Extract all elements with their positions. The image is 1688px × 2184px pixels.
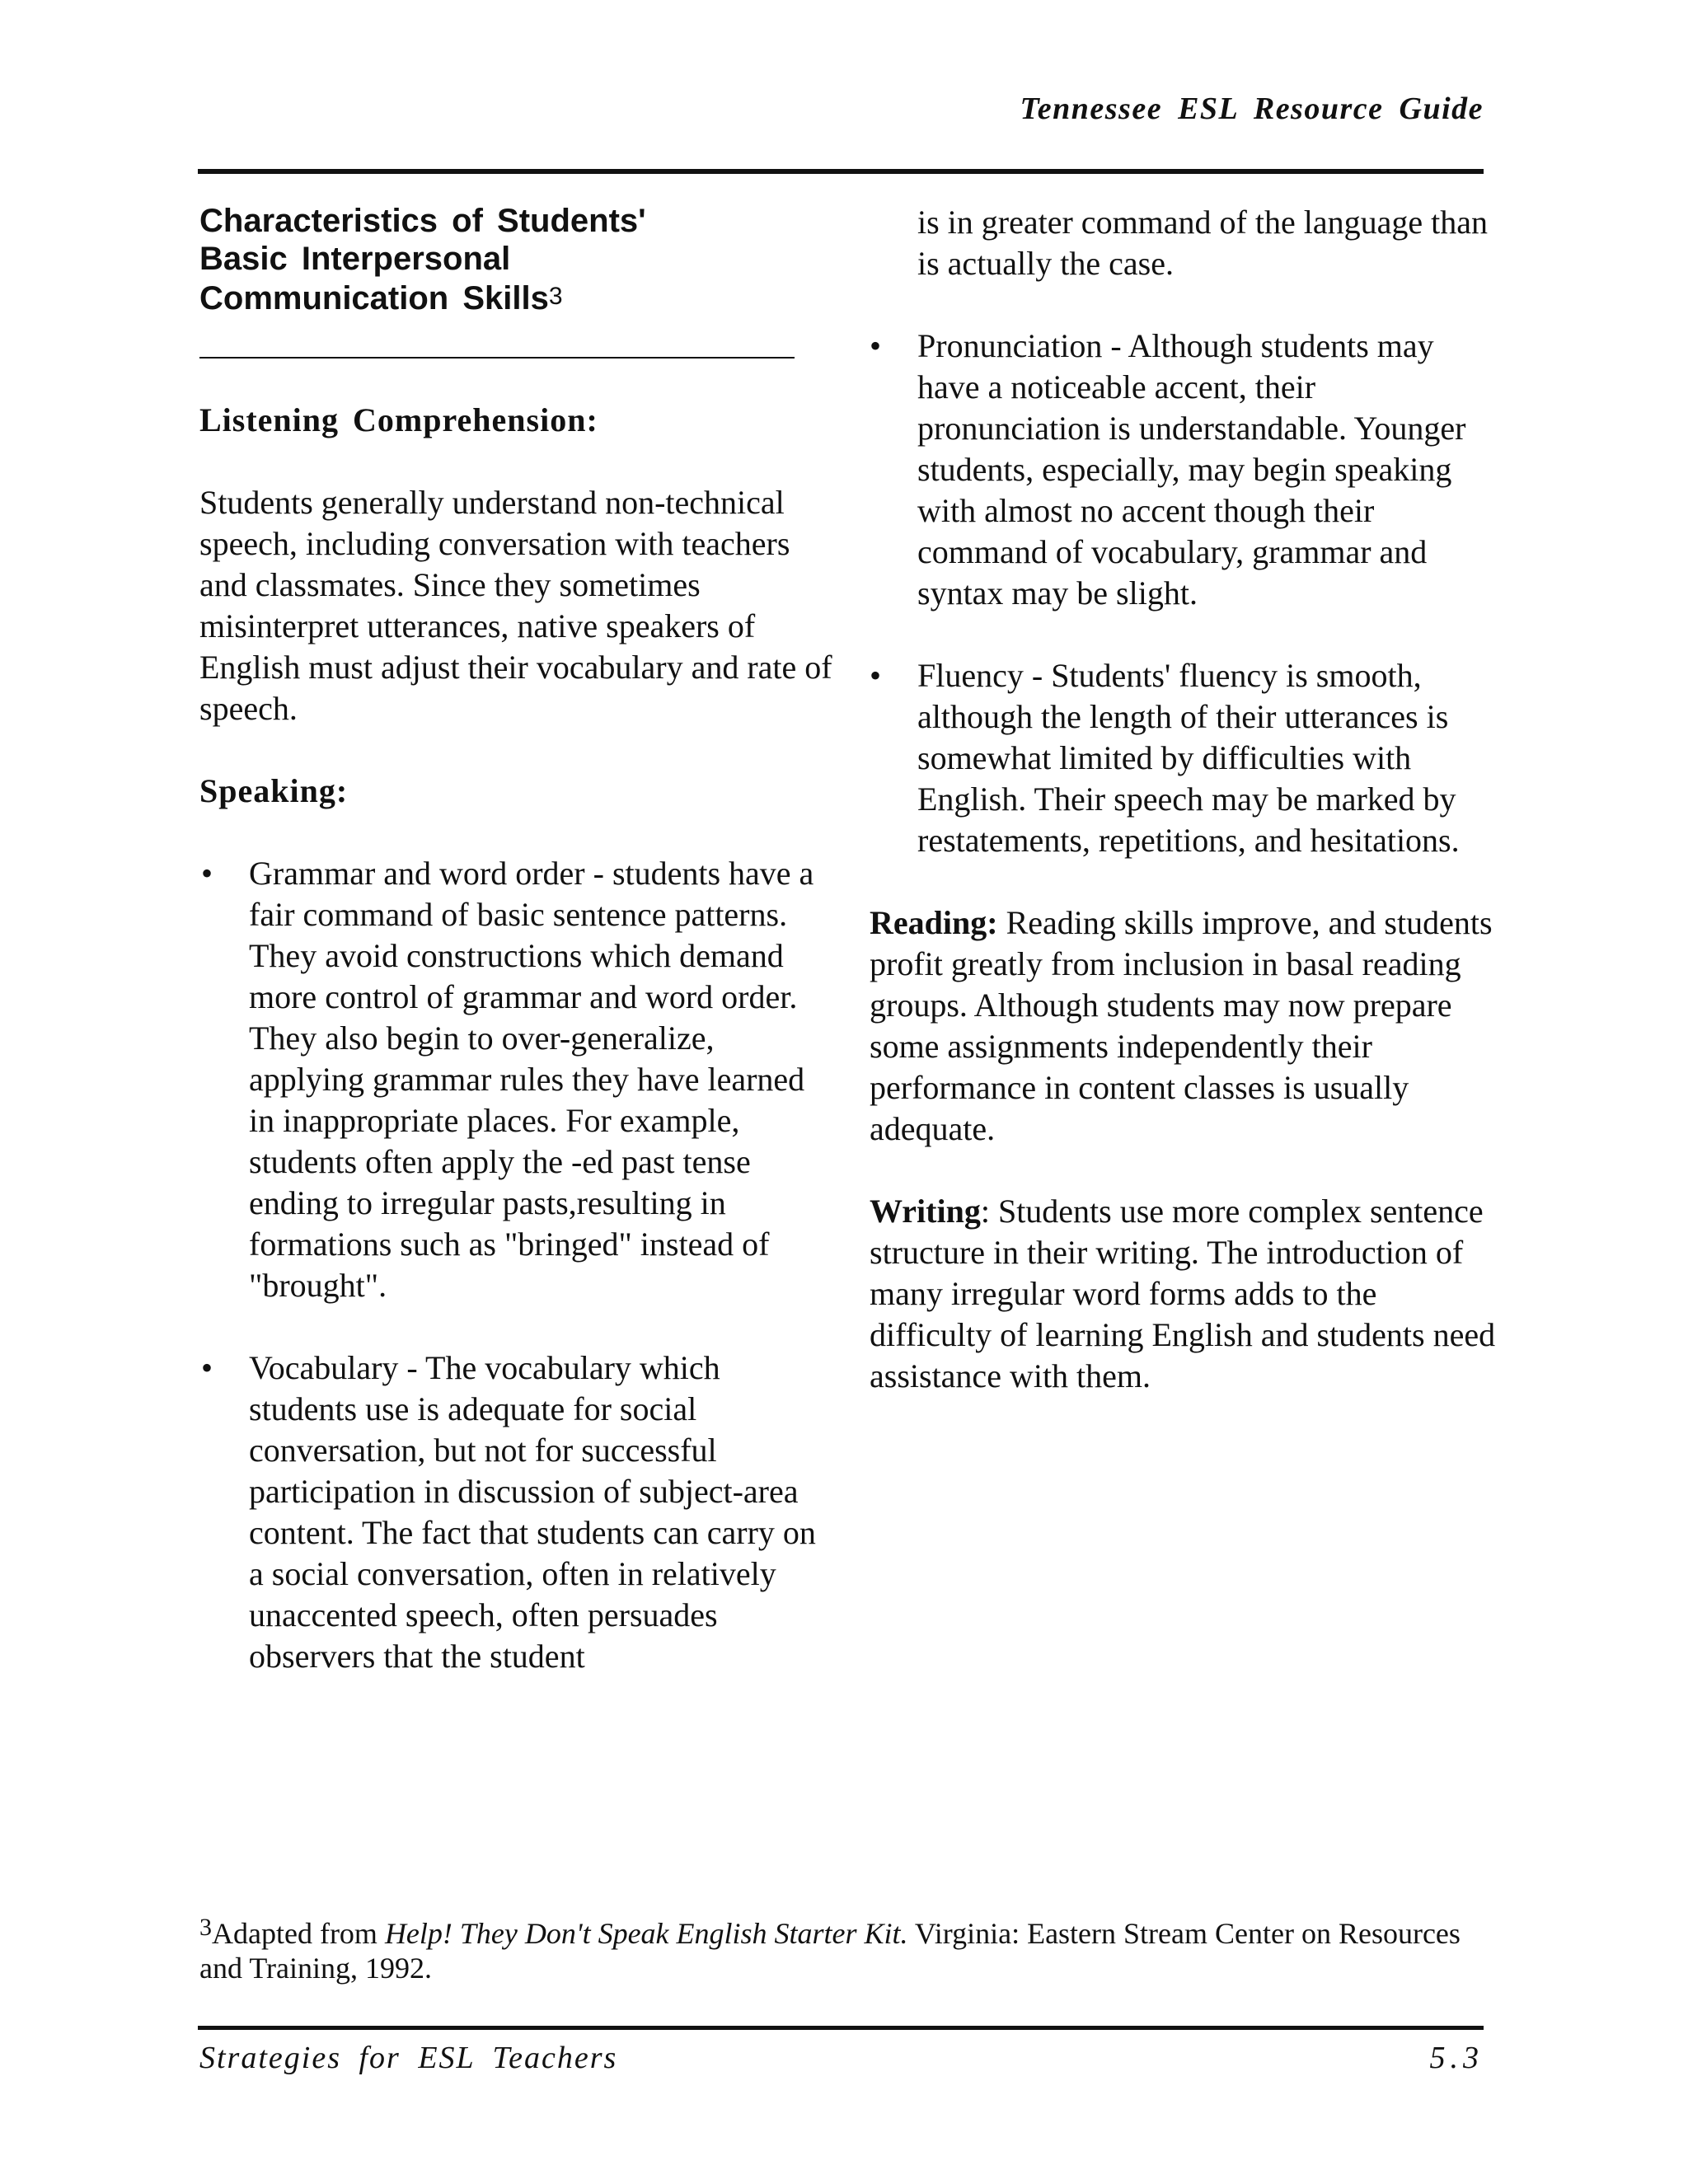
reading-paragraph [870, 902, 1496, 1150]
speaking-list [199, 853, 834, 1677]
writing-label: Writing [870, 1193, 981, 1230]
listening-heading: Listening Comprehension: [199, 401, 598, 438]
reading-label: Reading: [870, 904, 998, 941]
footnote-suffix: Virginia: Eastern Stream Center on Resources and Training, 1992. [199, 1917, 1461, 1985]
article-title [199, 202, 834, 317]
writing-paragraph [870, 1191, 1496, 1397]
footer-rule [198, 2026, 1484, 2030]
pronunciation-text: Pronunciation - Although students may have a noticeable accent, their pronunciation is understandable. Younger students, especially, may begin speaking with almost no accent though their command of vocabulary, grammar and syntax may be slight. [917, 327, 1466, 612]
list-item-pronunciation [870, 326, 1496, 614]
list-item-fluency [870, 655, 1496, 861]
vocabulary-text: Vocabulary - The vocabulary which students use is adequate for social conversation, but not for successful participation in discussion of subject-area content. The fact that students can carry on a social conversation, often in relatively unaccented speech, often persuades observers that the student [249, 1349, 816, 1675]
running-header: Tennessee ESL Resource Guide [1020, 91, 1484, 126]
right-column [870, 202, 1496, 1397]
header-rule [198, 169, 1484, 174]
footnote-source-title: Help! They Don't Speak English Starter Kit. [384, 1917, 908, 1950]
footnote-number: 3 [199, 1914, 212, 1941]
footer-title: Strategies for ESL Teachers [199, 2041, 618, 2075]
fluency-text: Fluency - Students' fluency is smooth, although the length of their utterances is somewhat limited by difficulties with English. Their speech may be marked by restatements, repetitions, and hesitations. [917, 657, 1460, 859]
title-line-3: Communication Skills [199, 280, 549, 316]
grammar-text: Grammar and word order - students have a fair command of basic sentence patterns. They avoid constructions which demand more control of grammar and word order. They also begin to over-generalize, applying grammar rules they have learned in inappropriate places. For example, students often apply the -ed past tense ending to irregular pasts,resulting in formations such as "bringed" instead of "brought". [249, 855, 814, 1304]
title-line-2: Basic Interpersonal [199, 241, 511, 277]
bullet-icon: • [870, 327, 882, 364]
list-item-grammar [199, 853, 834, 1306]
vocabulary-continuation: is in greater command of the language than is actually the case. [917, 204, 1488, 282]
speaking-list-continued [870, 326, 1496, 861]
title-line-1: Characteristics of Students' [199, 203, 646, 239]
title-footnote-ref: 3 [548, 283, 563, 310]
writing-text: : Students use more complex sentence structure in their writing. The introduction of many irregular word forms adds to the difficulty of learning English and students need assistance with them. [870, 1193, 1496, 1394]
bullet-icon: • [201, 855, 213, 892]
reading-text: Reading skills improve, and students profit greatly from inclusion in basal reading groups. Although students may now prepare some assignments independently their performance in content classes is usually adequate. [870, 904, 1493, 1147]
footnote [199, 1910, 1485, 1985]
list-item-vocabulary [199, 1347, 834, 1677]
title-underline [199, 357, 795, 359]
page-number: 5.3 [1429, 2041, 1484, 2075]
left-column [199, 202, 834, 1718]
listening-paragraph: Students generally understand non-technical speech, including conversation with teachers and classmates. Since they sometimes misinterpret utterances, native speakers of English must adjust their vocabulary and rate of speech. [199, 484, 832, 727]
speaking-heading: Speaking: [199, 772, 349, 809]
footnote-prefix: Adapted from [212, 1917, 385, 1950]
bullet-icon: • [201, 1349, 213, 1386]
bullet-icon: • [870, 657, 882, 694]
